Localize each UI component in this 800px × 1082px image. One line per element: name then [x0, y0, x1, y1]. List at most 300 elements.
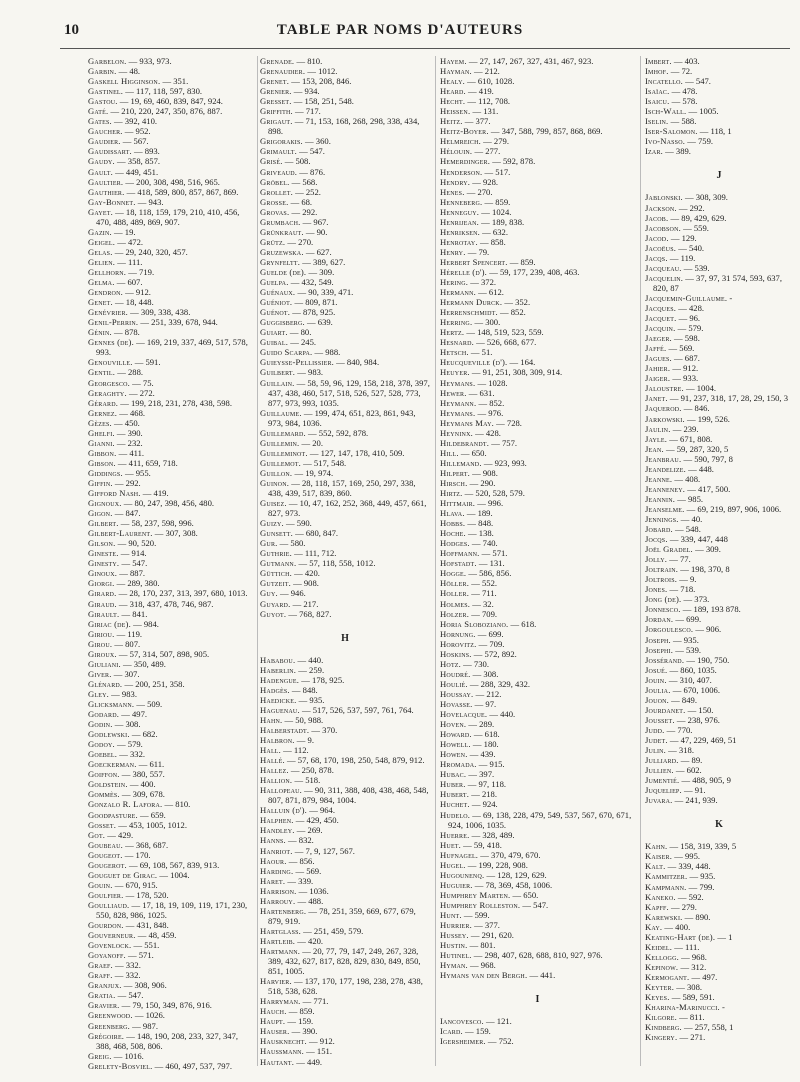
author-name: Girault. [88, 608, 120, 619]
author-name: Jacquet. [645, 313, 677, 324]
author-name: Gröbel. [260, 176, 290, 187]
author-name: Goulliaud. [88, 899, 130, 910]
index-entry [440, 367, 635, 377]
author-name: Holzer. [440, 608, 470, 619]
index-entry [440, 599, 635, 609]
page-refs: — 292. [289, 206, 318, 217]
page-refs: — 18, 448. [112, 297, 154, 308]
page-refs: — 131. [476, 558, 505, 569]
author-name: Holler. [440, 588, 470, 599]
author-name: Jahier. [645, 363, 671, 374]
index-entry [260, 735, 430, 745]
page-refs: — 90, 520. [115, 538, 157, 549]
page-refs: — 578. [669, 96, 698, 107]
index-entry [645, 66, 793, 76]
index-entry [440, 217, 635, 227]
author-name: Josephi. [645, 644, 674, 655]
index-entry [645, 333, 793, 343]
index-entry [88, 779, 250, 789]
page-refs: — 137, 170, 177, 198, 238, 278, 438, 518, 538, 628. [268, 976, 423, 997]
page-refs: — 599. [461, 909, 490, 920]
author-name: Jacqueau. [645, 262, 682, 273]
index-entry [88, 96, 250, 106]
author-name: Holmes. [440, 598, 471, 609]
author-name: Guénaux. [260, 287, 296, 298]
page-refs: — 935. [687, 871, 716, 882]
page-refs: — 849. [669, 694, 697, 705]
page-refs: — 670, 1006. [670, 684, 720, 695]
author-name: Guinon. [260, 477, 290, 488]
author-name: Haguenau. [260, 704, 300, 715]
author-name: Hélouin. [440, 146, 473, 157]
author-name: Hustin. [440, 940, 468, 951]
index-entry [645, 675, 793, 685]
page-title: TABLE PAR NOMS D'AUTEURS [276, 22, 524, 38]
index-entry [88, 56, 250, 66]
page-refs: — 118, 1 [697, 126, 732, 137]
author-name: Girard. [88, 588, 117, 599]
author-name: Hugounenq. [440, 869, 485, 880]
page-refs: — 77. [667, 554, 691, 565]
author-name: Gibbon. [88, 447, 117, 458]
author-name: Goodpasture. [88, 809, 138, 820]
index-column-2 [260, 56, 430, 1076]
page-refs: — 380, 557. [119, 769, 165, 780]
index-entry [88, 237, 250, 247]
author-name: Harrison. [260, 885, 297, 896]
author-name: Govenlock. [88, 940, 132, 951]
page-refs: — 199, 218, 231, 278, 438, 598. [118, 397, 232, 408]
author-name: Goiffon. [88, 769, 120, 780]
page-refs: — 279. [668, 901, 697, 912]
index-entry [88, 679, 250, 689]
author-name: Henrotay. [440, 236, 478, 247]
index-entry [645, 841, 793, 851]
page-refs: — 271. [677, 1032, 706, 1043]
index-entry [645, 544, 793, 554]
page-refs: — 403. [671, 56, 700, 66]
author-name: Hudelo. [440, 809, 471, 820]
author-name: Izar. [645, 146, 664, 157]
author-name: Hovasse. [440, 699, 473, 709]
index-entry [440, 699, 635, 709]
page-refs: — 310, 407. [666, 674, 712, 685]
page-refs: — 308. [674, 981, 703, 992]
author-name: Graff. [88, 970, 113, 981]
page-refs: — 441. [527, 970, 556, 981]
author-name: Isaicu. [645, 96, 670, 107]
author-name: Hoskins. [440, 648, 472, 659]
index-entry [260, 755, 430, 765]
index-entry [260, 498, 430, 518]
index-entry [645, 655, 793, 665]
page-refs: — 887. [117, 568, 146, 579]
author-name: Hugel. [440, 859, 466, 870]
author-name: Gellhorn. [88, 266, 127, 277]
page-refs: — 119. [667, 252, 696, 263]
author-name: Hartmann. [260, 945, 301, 956]
author-name: Giriac (de). [88, 618, 131, 629]
page-refs: — 309, 338, 438. [128, 307, 191, 318]
index-entry [88, 267, 250, 277]
page-refs: — 257, 558, 1 [681, 1022, 734, 1033]
page-refs: — 269. [294, 825, 323, 836]
author-name: Gaté. [88, 106, 109, 117]
index-entry [88, 297, 250, 307]
author-name: Josué. [645, 664, 668, 675]
author-name: Hittmair. [440, 498, 476, 509]
page-refs: — 127, 147, 178, 410, 509. [307, 447, 405, 458]
index-entry [88, 378, 250, 388]
page-refs: — 586, 856. [466, 568, 512, 579]
index-entry [88, 227, 250, 237]
author-name: Grimault. [260, 146, 297, 157]
page-refs: — 252. [292, 186, 321, 197]
page-refs: — 540. [676, 242, 705, 253]
author-name: Kay. [645, 921, 663, 932]
page-refs: — 158, 251, 548. [291, 96, 354, 107]
index-entry [88, 609, 250, 619]
author-name: Genil-Perrin. [88, 317, 139, 328]
index-entry [645, 403, 793, 413]
author-name: Heymans. [440, 407, 476, 418]
page-refs: — 508. [282, 156, 311, 167]
page-refs: — 579. [114, 739, 143, 750]
page-refs: — 908. [290, 578, 319, 589]
page-refs: — 158, 319, 339, 5 [667, 841, 737, 852]
author-name: Henrijean. [440, 216, 480, 227]
page-refs: — 111. [672, 941, 700, 952]
author-name: Kindberg. [645, 1022, 682, 1033]
index-entry [260, 156, 430, 166]
page-refs: — 377. [462, 116, 491, 127]
index-entry [88, 448, 250, 458]
page-refs: — 111, 712. [291, 548, 337, 559]
page-refs: — 20, 77, 79, 147, 249, 267, 328, 389, 432, 627, 817, 828, 829, 830, 849, 850, 851, 1005. [268, 945, 421, 977]
author-name: Gelas. [88, 246, 113, 257]
header-rule [60, 48, 790, 49]
index-entry [645, 424, 793, 434]
index-entry [260, 1036, 430, 1046]
page-refs: — 19. [111, 226, 136, 237]
page-refs: — 547. [296, 146, 325, 157]
page-refs: — 639. [304, 317, 333, 328]
index-entry [260, 478, 430, 498]
index-entry [260, 548, 430, 558]
page-refs: — 699. [673, 614, 702, 625]
author-name: Hautant. [260, 1056, 295, 1067]
index-entry [88, 799, 250, 809]
author-name: Jeanne. [645, 473, 673, 484]
index-entry [645, 504, 793, 514]
index-entry [88, 146, 250, 156]
index-entry [645, 223, 793, 233]
page-refs: — 526, 668, 677. [473, 337, 537, 348]
index-entry [88, 1061, 250, 1071]
page-refs: — 607. [114, 277, 143, 288]
author-name: Guelde (de). [260, 266, 307, 277]
index-entry [440, 810, 635, 830]
author-name: Gilson. [88, 538, 116, 549]
page-refs: — 771. [300, 996, 329, 1007]
page-refs: — 859. [507, 256, 536, 267]
author-name: Hérelle (d'). [440, 266, 488, 277]
page-refs: — 1016. [111, 1050, 144, 1061]
index-entry [260, 876, 430, 886]
index-entry [88, 860, 250, 870]
author-name: Jacquemin-Guillaume. [645, 292, 728, 303]
page-refs: — 598. [671, 333, 700, 344]
page-refs: — 58, 237, 598, 996. [118, 518, 194, 529]
index-entry [645, 263, 793, 273]
author-name: Grenet. [260, 76, 290, 87]
page-refs: — 709. [469, 608, 498, 619]
page-refs: — 389. [663, 146, 691, 157]
author-name: Henneguy. [440, 206, 480, 217]
page-refs: — 78, 369, 458, 1006. [472, 879, 553, 890]
index-entry [645, 1012, 793, 1022]
author-name: Kellogg. [645, 951, 679, 962]
index-entry [440, 619, 635, 629]
author-name: Grenade. [260, 56, 295, 66]
index-entry [260, 815, 430, 825]
author-name: Grenier. [260, 86, 292, 97]
page-refs: — 439. [467, 749, 496, 760]
section-letter: K [715, 819, 723, 831]
page-refs: — 517, 548. [301, 457, 347, 468]
index-entry [88, 749, 250, 759]
page-refs: — 368, 687. [122, 839, 169, 850]
page-refs: — 373. [681, 594, 710, 605]
page-refs: — 752. [485, 1036, 514, 1047]
page-refs: — 1026. [132, 1010, 165, 1021]
index-entry [645, 373, 793, 383]
page-refs: — 339, 447, 448 [667, 534, 728, 545]
author-name: Hallez. [260, 765, 289, 776]
index-entry [88, 468, 250, 478]
author-name: Jones. [645, 584, 668, 595]
page-header [0, 22, 800, 46]
index-entry [260, 866, 430, 876]
index-entry [645, 574, 793, 584]
index-entry [88, 478, 250, 488]
index-entry [645, 851, 793, 861]
index-entry [260, 558, 430, 568]
page-refs: — 28, 118, 157, 169, 250, 297, 338, 438, 439, 517, 839, 860. [268, 477, 416, 499]
author-name: Gendron. [88, 287, 123, 298]
author-name: Kepinow. [645, 961, 679, 972]
page-refs: — 279. [481, 136, 509, 147]
index-entry [645, 952, 793, 962]
author-name: Goldstein. [88, 779, 128, 790]
page-refs: — 811. [676, 1012, 705, 1023]
page-refs: — 397. [466, 769, 495, 780]
index-entry [645, 912, 793, 922]
index-entry [88, 247, 250, 257]
page-refs: — 968. [467, 960, 496, 971]
author-name: Goulfier. [88, 889, 124, 900]
page-refs: — 308. [112, 719, 141, 730]
author-name: Kingery. [645, 1032, 678, 1043]
author-name: Goyanoff. [88, 950, 126, 961]
page-refs: — 848. [465, 518, 494, 529]
author-name: Joltrain. [645, 564, 679, 575]
author-name: Kammitzer. [645, 871, 688, 882]
page-refs: — 131. [470, 106, 499, 117]
page-refs: — 59, 418. [461, 839, 502, 850]
page-refs: — 390. [114, 427, 143, 438]
index-entry [440, 779, 635, 789]
page-refs: — 915. [476, 759, 505, 770]
page-refs: — 572, 892. [471, 648, 517, 659]
author-name: Iancovesco. [440, 1016, 484, 1027]
author-name: Jobard. [645, 524, 673, 535]
author-name: Haret. [260, 875, 286, 886]
page-refs: — 631. [466, 387, 495, 398]
author-name: Grosse. [260, 196, 289, 207]
index-entry [440, 408, 635, 418]
page-refs: — 121. [483, 1016, 512, 1027]
page-refs: — 996. [475, 498, 504, 509]
page-refs: — 232. [114, 437, 143, 448]
page-refs: — 164. [507, 357, 536, 368]
index-entry [645, 534, 793, 544]
index-entry [645, 861, 793, 871]
page-refs: — 590. [283, 518, 312, 529]
author-name: Guillain. [260, 377, 295, 388]
index-entry [88, 287, 250, 297]
author-name: Hartleib. [260, 935, 296, 946]
page-refs: — 57, 314, 507, 898, 905. [116, 648, 210, 659]
page-refs: — 408. [672, 473, 701, 484]
author-name: Guyard. [260, 598, 291, 609]
author-name: Greenwood. [88, 1010, 133, 1021]
page-refs: — 199, 228, 908. [465, 859, 528, 870]
author-name: Génin. [88, 327, 112, 338]
page-refs: — 312. [678, 961, 707, 972]
author-name: Hymans van den Bergh. [440, 970, 528, 981]
page-refs: — 912. [122, 287, 151, 298]
index-entry [260, 468, 430, 478]
page-refs: — 618. [508, 618, 537, 629]
page-refs: — 935. [670, 634, 699, 645]
author-name: Hoffmann. [440, 548, 480, 559]
page-refs: — 569. [293, 865, 322, 876]
author-name: Guillemot. [260, 457, 302, 468]
page-refs: — 59, 287, 320, 5 [663, 443, 729, 454]
author-name: Kaneko. [645, 891, 676, 902]
page-refs: — 906. [693, 624, 722, 635]
page-refs: — 180. [470, 739, 499, 750]
index-entry [645, 745, 793, 755]
author-name: Jullien. [645, 765, 674, 776]
page-refs: — 768, 827. [286, 608, 332, 619]
author-name: Icard. [440, 1026, 463, 1037]
page-refs: — 59, 177, 239, 408, 463. [487, 266, 580, 277]
author-name: Griveaud. [260, 166, 298, 177]
index-entry [645, 126, 793, 136]
page-refs: — 339, 448. [665, 861, 711, 872]
index-entry [645, 982, 793, 992]
page-refs: — 914. [118, 548, 147, 559]
index-entry [440, 488, 635, 498]
index-entry [440, 689, 635, 699]
page-refs: — 569. [666, 343, 695, 354]
author-name: Hirtz. [440, 488, 463, 499]
index-entry [645, 882, 793, 892]
author-name: Guy. [260, 588, 278, 599]
index-entry [440, 378, 635, 388]
author-name: Gommès. [88, 789, 120, 800]
author-name: Jackson. [645, 202, 677, 213]
page-refs: — 69, 108, 567, 839, 913. [126, 859, 220, 870]
page-refs: — 517, 526, 537, 597, 761, 764. [299, 704, 414, 715]
author-name: Grovas. [260, 206, 290, 217]
index-entry [88, 588, 250, 598]
index-column-4 [645, 56, 793, 1076]
page-refs: — 431, 848. [123, 920, 169, 931]
index-entry [260, 347, 430, 357]
index-entry [645, 454, 793, 464]
index-entry [88, 830, 250, 840]
author-name: Huerre. [440, 829, 470, 840]
author-name: Jouin. [645, 674, 667, 685]
author-name: Gonzalo R. Lafora. [88, 799, 163, 810]
author-name: Ivo-Nasso. [645, 136, 686, 147]
page-refs: — 429. [105, 829, 134, 840]
index-entry [440, 528, 635, 538]
author-name: Gignoux. [88, 498, 122, 509]
author-name: Grisé. [260, 156, 283, 167]
page-refs: — 411. [116, 447, 145, 458]
page-refs: — 559. [680, 222, 709, 233]
author-name: Haour. [260, 855, 287, 866]
index-entry [260, 297, 430, 307]
page-refs: — 210, 220, 247, 350, 876, 887. [108, 106, 223, 117]
author-name: Giorgi. [88, 578, 115, 589]
author-name: Gosset. [88, 819, 117, 830]
page-refs: — 159. [462, 1026, 491, 1037]
index-entry [260, 448, 430, 458]
author-name: Gentil. [88, 367, 116, 378]
author-name: Guiart. [260, 327, 288, 338]
author-name: Guillemin. [260, 437, 300, 448]
author-name: Hirsch. [440, 477, 468, 488]
page-refs: — 856. [286, 855, 315, 866]
page-refs: — 72. [668, 66, 693, 77]
author-name: Joulia. [645, 684, 671, 695]
author-name: Genévrier. [88, 307, 129, 318]
index-entry [88, 66, 250, 76]
index-entry [440, 900, 635, 910]
index-entry [440, 920, 635, 930]
page-refs: — 309, 678. [119, 789, 165, 800]
page-refs: — 47, 229, 469, 51 [667, 735, 737, 745]
page-refs: — 450. [111, 417, 140, 428]
page-refs: — 48. [116, 66, 141, 77]
page-refs: — 238, 976. [674, 714, 720, 725]
index-entry [440, 890, 635, 900]
index-entry [645, 942, 793, 952]
index-entry [88, 709, 250, 719]
author-name: Gernez. [88, 407, 118, 418]
author-name: Godoy. [88, 739, 115, 750]
index-entry [88, 277, 250, 287]
index-entry [440, 970, 635, 980]
page-refs: — 417, 500. [685, 483, 731, 494]
author-name: Grégoire. [88, 1030, 125, 1041]
author-name: Heyninx. [440, 427, 473, 438]
